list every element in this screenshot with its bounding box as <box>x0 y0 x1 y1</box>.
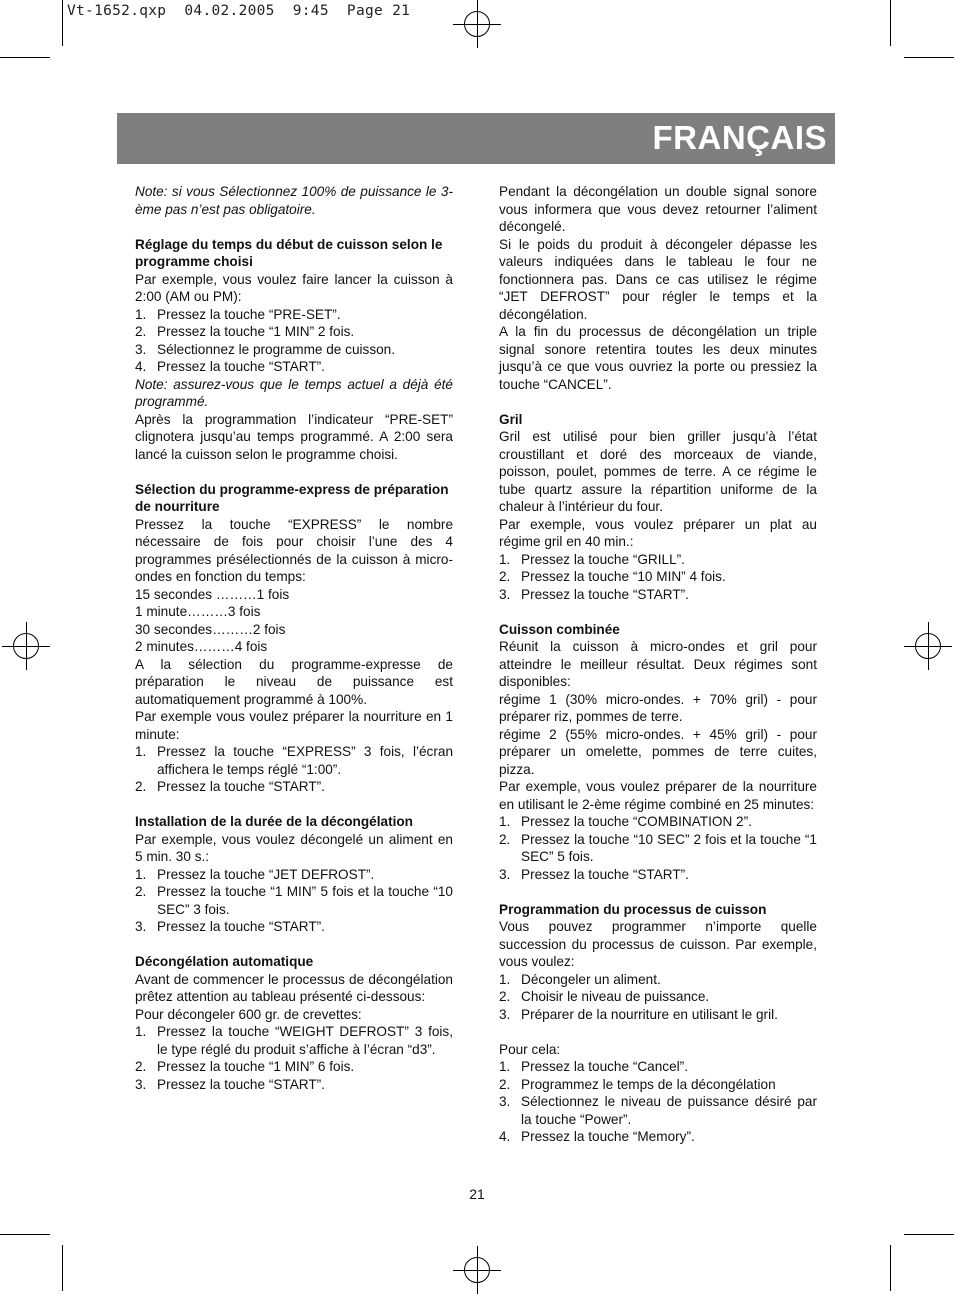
list-item <box>135 306 453 324</box>
paragraph: Par exemple, vous voulez préparer un plat au régime gril en 40 min.: <box>499 516 817 549</box>
list-item-text: Pressez la touche “1 MIN” 5 fois et la touche “10 SEC” 3 fois. <box>157 884 453 917</box>
paragraph: Pour décongeler 600 gr. de crevettes: <box>135 1006 362 1022</box>
list-item-number: 3. <box>499 1094 511 1109</box>
section-heading: Programmation du processus de cuisson <box>499 901 767 917</box>
crop-mark <box>890 1245 891 1291</box>
list-item <box>135 918 453 936</box>
crop-mark <box>904 57 954 58</box>
list-item <box>135 358 453 376</box>
list-item-text: Pressez la touche “GRILL”. <box>521 551 685 567</box>
list-item <box>135 883 453 918</box>
list-item-number: 3. <box>135 1076 147 1092</box>
right-column <box>499 183 817 1146</box>
list-item <box>135 743 453 778</box>
paragraph: A la fin du processus de décongélation un triple signal sonore retentira toutes les deux minutes jusqu’à ce que vous ouvriez la porte ou pressiez la touche “CANCEL”. <box>499 324 817 392</box>
page-title: FRANÇAIS <box>652 119 827 156</box>
paragraph: A la sélection du programme-expresse de préparation le niveau de puissance est automatiquement programmé à 100%. <box>135 656 453 707</box>
print-slug-header: Vt-1652.qxp 04.02.2005 9:45 Page 21 <box>67 3 411 19</box>
list-item-number: 1. <box>499 814 511 829</box>
list-item-text: Pressez la touche “START”. <box>521 586 689 602</box>
paragraph: 15 secondes ………1 fois <box>135 586 290 602</box>
list-item-text: Pressez la touche “1 MIN” 2 fois. <box>157 324 355 339</box>
list-item-number: 1. <box>135 1024 147 1039</box>
list-item <box>135 341 453 359</box>
spacer <box>135 796 453 814</box>
list-item-number: 1. <box>499 1059 511 1074</box>
language-banner <box>117 113 835 164</box>
section-heading: Cuisson combinée <box>499 621 620 637</box>
list-item <box>499 551 817 569</box>
paragraph: 2 minutes………4 fois <box>135 639 268 654</box>
list-item-number: 2. <box>499 989 511 1004</box>
list-item-text: Pressez la touche “START”. <box>157 1076 325 1092</box>
list-item-text: Pressez la touche “10 MIN” 4 fois. <box>521 569 726 584</box>
list-item-number: 2. <box>135 779 147 794</box>
list-item <box>499 1058 817 1076</box>
list-item-number: 3. <box>499 586 511 602</box>
crop-mark <box>62 0 63 46</box>
list-item-number: 2. <box>135 324 147 339</box>
list-item-number: 1. <box>135 306 147 322</box>
list-item-text: Pressez la touche “START”. <box>157 359 325 374</box>
list-item <box>499 1128 817 1146</box>
paragraph: Pendant la décongélation un double signal sonore vous informera que vous devez retourner l’aliment décongelé. <box>499 184 817 234</box>
list-item-text: Choisir le niveau de puissance. <box>521 989 710 1004</box>
list-item-number: 3. <box>135 919 147 934</box>
paragraph: Gril est utilisé pour bien griller jusqu’à l’état croustillant et doré des morceaux de viande, poisson, poulet, pommes de terre. A ce régime le tube quartz assure la répartition uniforme de la chaleur à l’intérieur du four. <box>499 429 817 514</box>
list-item-text: Pressez la touche “WEIGHT DEFROST” 3 fois, le type réglé du produit s’affiche à l’écran “d3”. <box>157 1024 453 1057</box>
list-item-text: Programmez le temps de la décongélation <box>521 1076 776 1092</box>
registration-crosshair-icon <box>904 622 952 670</box>
list-item <box>135 866 453 884</box>
list-item <box>135 1076 453 1094</box>
list-item-number: 2. <box>499 569 511 584</box>
list-item-number: 3. <box>499 1006 511 1022</box>
registration-crosshair-icon <box>453 1246 501 1294</box>
list-item <box>135 323 453 341</box>
list-item-text: Décongeler un aliment. <box>521 971 661 987</box>
section-heading: Réglage du temps du début de cuisson selon le programme choisi <box>135 236 443 269</box>
list-item-number: 3. <box>499 866 511 882</box>
list-item-text: Pressez la touche “JET DEFROST”. <box>157 866 375 882</box>
list-item-text: Sélectionnez le niveau de puissance désiré par la touche “Power”. <box>521 1094 817 1127</box>
list-item <box>499 813 817 831</box>
section-heading: Gril <box>499 411 523 427</box>
paragraph: 30 secondes………2 fois <box>135 621 286 637</box>
paragraph: Pour cela: <box>499 1041 561 1057</box>
paragraph: 1 minute………3 fois <box>135 604 261 619</box>
list-item <box>499 971 817 989</box>
crop-mark <box>0 57 50 58</box>
list-item <box>499 568 817 586</box>
paragraph: Par exemple, vous voulez faire lancer la cuisson à 2:00 (AM ou PM): <box>135 271 453 304</box>
crop-mark <box>0 1234 50 1235</box>
section-heading: Décongélation automatique <box>135 954 314 969</box>
list-item <box>499 1093 817 1128</box>
paragraph: Après la programmation l’indicateur “PRE-SET” clignotera jusqu’au temps programmé. A 2:00 sera lancé la cuisson selon le programme choisi. <box>135 411 453 462</box>
spacer <box>499 1023 817 1041</box>
list-item-number: 4. <box>499 1129 511 1144</box>
note-text: Note: si vous Sélectionnez 100% de puissance le 3-ème pas n’est pas obligatoire. <box>135 184 453 217</box>
list-item-text: Pressez la touche “START”. <box>157 919 325 934</box>
list-item-text: Pressez la touche “1 MIN” 6 fois. <box>157 1059 355 1074</box>
list-item-number: 4. <box>135 359 147 374</box>
list-item <box>499 1006 817 1024</box>
left-column <box>135 183 453 1093</box>
list-item-number: 2. <box>499 831 511 847</box>
paragraph: régime 1 (30% micro-ondes. + 70% gril) - pour préparer riz, pommes de terre. <box>499 691 817 724</box>
list-item-number: 1. <box>499 551 511 567</box>
list-item-text: Sélectionnez le programme de cuisson. <box>157 341 396 357</box>
list-item-text: Pressez la touche “PRE-SET”. <box>157 306 341 322</box>
list-item <box>499 988 817 1006</box>
crop-mark <box>62 1245 63 1291</box>
paragraph: Par exemple, vous voulez préparer de la nourriture en utilisant le 2-ème régime combiné en 25 minutes: <box>499 779 817 812</box>
registration-crosshair-icon <box>453 0 501 48</box>
paragraph: Avant de commencer le processus de décongélation prêtez attention au tableau présenté ci-dessous: <box>135 971 453 1004</box>
spacer <box>135 218 453 236</box>
list-item-text: Pressez la touche “COMBINATION 2”. <box>521 814 752 829</box>
paragraph: Si le poids du produit à décongeler dépasse les valeurs indiquées dans le tableau le four ne fonctionnera pas. Dans ce cas utilisez le régime “JET DEFROST” pour régler le temps et la décongélation. <box>499 236 817 322</box>
note-text: Note: assurez-vous que le temps actuel a déjà été programmé. <box>135 376 453 409</box>
list-item <box>135 778 453 796</box>
list-item-number: 2. <box>135 1059 147 1074</box>
list-item-text: Pressez la touche “START”. <box>157 779 325 794</box>
list-item-number: 1. <box>135 744 147 759</box>
list-item <box>499 831 817 866</box>
paragraph: Par exemple vous voulez préparer la nourriture en 1 minute: <box>135 709 453 742</box>
paragraph: Pressez la touche “EXPRESS” le nombre nécessaire de fois pour choisir l’une des 4 programmes présélectionnés de la cuisson à micro-ondes en fonction du temps: <box>135 516 453 584</box>
list-item-text: Pressez la touche “Memory”. <box>521 1129 695 1144</box>
list-item <box>135 1058 453 1076</box>
list-item-text: Pressez la touche “Cancel”. <box>521 1059 688 1074</box>
crop-mark <box>890 0 891 46</box>
list-item-text: Pressez la touche “START”. <box>521 866 689 882</box>
section-heading: Sélection du programme-express de préparation de nourriture <box>135 481 449 514</box>
spacer <box>499 883 817 901</box>
paragraph: Par exemple, vous voulez décongelé un aliment en 5 min. 30 s.: <box>135 831 453 864</box>
list-item-number: 1. <box>499 971 511 987</box>
list-item-number: 3. <box>135 341 147 357</box>
paragraph: Réunit la cuisson à micro-ondes et gril pour atteindre le meilleur résultat. Deux régimes sont disponibles: <box>499 639 817 689</box>
list-item-text: Pressez la touche “EXPRESS” 3 fois, l’écran affichera le temps réglé “1:00”. <box>157 744 453 777</box>
page-number: 21 <box>469 1186 485 1202</box>
spacer <box>135 463 453 481</box>
list-item-number: 2. <box>499 1076 511 1092</box>
paragraph: Vous pouvez programmer n’importe quelle succession du processus de cuisson. Par exemple, vous voulez: <box>499 919 817 969</box>
list-item-number: 1. <box>135 866 147 882</box>
list-item <box>499 586 817 604</box>
spacer <box>499 603 817 621</box>
spacer <box>135 936 453 954</box>
registration-crosshair-icon <box>2 622 50 670</box>
paragraph: régime 2 (55% micro-ondes. + 45% gril) - pour préparer un omelette, pommes de terre cuites, pizza. <box>499 726 817 777</box>
list-item-text: Préparer de la nourriture en utilisant le gril. <box>521 1006 778 1022</box>
spacer <box>499 393 817 411</box>
section-heading: Installation de la durée de la décongélation <box>135 814 413 829</box>
list-item <box>499 866 817 884</box>
list-item <box>499 1076 817 1094</box>
list-item-number: 2. <box>135 884 147 899</box>
list-item-text: Pressez la touche “10 SEC” 2 fois et la touche “1 SEC” 5 fois. <box>521 831 817 864</box>
list-item <box>135 1023 453 1058</box>
crop-mark <box>904 1234 954 1235</box>
